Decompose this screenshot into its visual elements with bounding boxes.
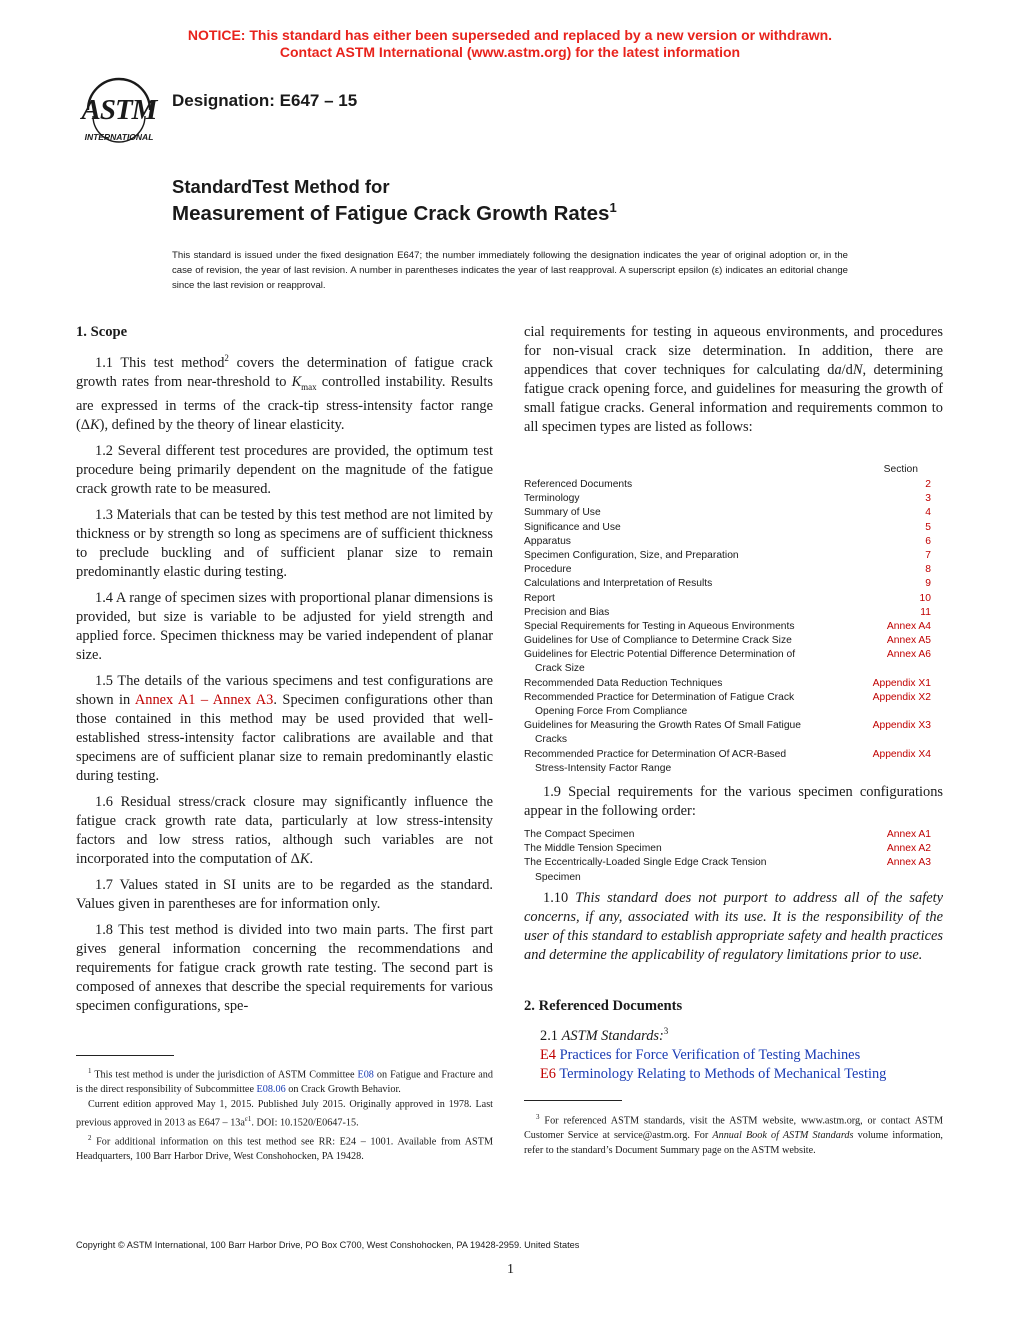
- toc-row-label: Precision and Bias: [524, 606, 610, 618]
- toc-row: [524, 563, 943, 577]
- notice-line-2: Contact ASTM International (www.astm.org) for the latest information: [279, 44, 741, 60]
- toc-row-label: Apparatus: [524, 535, 571, 547]
- scope-heading: 1. Scope: [76, 324, 128, 340]
- footnote-rule-right: [524, 1100, 622, 1101]
- toc-row-label: Specimen Configuration, Size, and Preparation: [524, 549, 739, 561]
- toc-row-label: Special Requirements for Testing in Aqueous Environments: [524, 620, 795, 632]
- section-header: Section: [883, 464, 918, 475]
- toc-row-ref-link[interactable]: Appendix X3: [872, 720, 931, 732]
- toc-row-label: Calculations and Interpretation of Results: [524, 578, 713, 590]
- toc-row-label: Guidelines for Use of Compliance to Determine Crack Size: [524, 635, 792, 647]
- toc-row-label: Procedure: [524, 564, 572, 576]
- para-1-2: 1.2 Several different test procedures are provided, the optimum test procedure being primarily dependent on the magnitude of the fatigue crack growth rate to be measured.: [76, 442, 493, 497]
- toc-row-ref-link[interactable]: Annex A5: [886, 635, 931, 647]
- footnote-1-edition: Current edition approved May 1, 2015. Published July 2015. Originally approved in 1978. Last previous approved in 2013 as $E647 - 13a^{\varepsilon 1}$. DOI: 10.1520/E0647-15.: [76, 1099, 493, 1129]
- footnote-3: $^3$ For referenced ASTM standards, visit the ASTM website, www.astm.org, or contact ASTM Customer Service at service@astm.org. For Annual Book of ASTM Standards volume information, refer to the standard’s Document Summary page on the ASTM website.: [524, 1113, 943, 1157]
- left-column: [76, 323, 493, 1016]
- refdocs-heading: 2. Referenced Documents: [524, 998, 683, 1014]
- toc-row-ref-link[interactable]: Appendix X2: [872, 691, 931, 703]
- footnote-1: $^1$ This test method is under the jurisdiction of ASTM Committee E08 on Fatigue and Fracture and is the direct responsibility of Subcommittee E08.06 on Crack Growth Behavior.: [76, 1067, 493, 1096]
- notice-line-1: NOTICE: This standard has either been superseded and replaced by a new version or withdrawn.: [187, 27, 833, 43]
- specimen-row-label: The Middle Tension Specimen: [524, 843, 662, 855]
- para-1-9: 1.9 Special requirements for the various specimen configurations appear in the following order:: [524, 784, 943, 819]
- toc-row-ref-link[interactable]: 2: [925, 479, 931, 490]
- toc-row-ref-link[interactable]: 8: [925, 564, 931, 576]
- toc-row: [524, 677, 943, 691]
- toc-row-label: Guidelines for Measuring the Growth Rates Of Small Fatigue Cracks: [524, 720, 801, 746]
- toc-row-ref-link[interactable]: 4: [925, 507, 931, 519]
- toc-row-label: Referenced Documents: [524, 479, 633, 490]
- toc-row-label: Recommended Practice for Determination Of ACR-Based Stress-Intensity Factor Range: [524, 748, 787, 774]
- specimen-row-ref-link[interactable]: Annex A2: [886, 843, 931, 855]
- toc-row-ref-link[interactable]: 10: [919, 592, 931, 604]
- toc-row: [524, 691, 943, 719]
- toc-row-label: Terminology: [524, 493, 580, 505]
- para-1-3: 1.3 Materials that can be tested by this test method are not limited by thickness or by strength so long as specimens are of sufficient thickness to preclude buckling and of sufficient planar size to remain predominantly elastic during testing.: [76, 506, 493, 580]
- toc-row-label: Recommended Practice for Determination of Fatigue Crack Opening Force From Compliance: [524, 691, 795, 718]
- designation: Designation: E647 – 15: [172, 91, 358, 110]
- title-line-1: StandardTest Method for: [172, 176, 390, 197]
- para-1-4: 1.4 A range of specimen sizes with proportional planar dimensions is provided, but size is variable to be adjusted for yield strength and applied force. Specimen thickness may be varied independent of planar size.: [76, 589, 493, 663]
- page-number: 1: [507, 1262, 514, 1277]
- toc-row: [524, 634, 943, 648]
- toc-row-ref-link[interactable]: 5: [925, 521, 931, 533]
- committee-link[interactable]: E08: [357, 1069, 374, 1081]
- toc-row-ref-link[interactable]: 7: [925, 549, 931, 561]
- toc-row-label: Guidelines for Electric Potential Difference Determination of Crack Size: [524, 649, 796, 675]
- toc-row-ref-link[interactable]: Annex A4: [886, 620, 931, 632]
- footnote-rule-left: [76, 1055, 174, 1056]
- toc-row-ref-link[interactable]: 3: [925, 493, 931, 505]
- right-column: [524, 323, 943, 437]
- section-table: [524, 463, 943, 776]
- title-footnote-mark: 1: [609, 200, 617, 215]
- specimen-row: [524, 856, 943, 884]
- referenced-documents: [524, 997, 943, 1084]
- toc-row: [524, 506, 943, 520]
- para-1-1: 1.1 This test method$^2$ covers the determination of fatigue crack growth rates from near-threshold to $K_{max}$ controlled instability. Results are expressed in terms of the crack-tip stress-intensity factor range (ΔK), defined by the theory of linear elasticity.: [76, 353, 493, 433]
- toc-row: [524, 521, 943, 535]
- toc-row-ref-link[interactable]: 9: [925, 578, 931, 590]
- para-1-6: 1.6 Residual stress/crack closure may significantly influence the fatigue crack growth rate data, particularly at low stress-intensity factors and low stress ratios, although such variables are not incorporated into the computation of ΔK.: [76, 793, 493, 867]
- toc-row-ref-link[interactable]: Appendix X4: [872, 748, 931, 760]
- toc-row-label: Significance and Use: [524, 521, 621, 533]
- para-1-8: 1.8 This test method is divided into two main parts. The first part gives general information concerning the recommendations and requirements for fatigue crack growth rate testing. The second part is composed of annexes that describe the special requirements for various specimen configurations, spe-: [76, 921, 493, 1014]
- specimen-table: [524, 828, 943, 885]
- para-1-5: 1.5 The details of the various specimens and test configurations are shown in Annex A1 – Annex A3. Specimen configurations other than those contained in this method may be used provided that well-established stress-intensity factor calibrations are available and that specimens are of sufficient planar size to remain predominantly elastic during testing.: [76, 672, 493, 784]
- specimen-row-label: The Compact Specimen: [524, 829, 635, 840]
- toc-row: [524, 592, 943, 606]
- toc-row-label: Summary of Use: [524, 507, 601, 519]
- toc-row: [524, 492, 943, 506]
- svg-text:INTERNATIONAL: INTERNATIONAL: [84, 132, 154, 142]
- subcommittee-link[interactable]: E08.06: [256, 1084, 286, 1096]
- title-line-2: [172, 200, 617, 226]
- toc-row-label: Recommended Data Reduction Techniques: [524, 677, 723, 689]
- toc-row: [524, 620, 943, 634]
- ref-item-e4[interactable]: E4 Practices for Force Verification of Testing Machines: [540, 1046, 861, 1063]
- specimen-row: [524, 828, 943, 842]
- specimen-row-ref-link[interactable]: Annex A1: [886, 829, 931, 840]
- copyright-footer: Copyright © ASTM International, 100 Barr Harbor Drive, PO Box C700, West Conshohocken, PA 19428-2959. United States: [76, 1240, 580, 1250]
- toc-row: [524, 606, 943, 620]
- title-text: Measurement of Fatigue Crack Growth Rates: [172, 201, 610, 225]
- toc-row: [524, 748, 943, 776]
- toc-row: [524, 549, 943, 563]
- svg-text:ASTM: ASTM: [81, 94, 157, 126]
- toc-row-ref-link[interactable]: Annex A6: [886, 649, 931, 661]
- toc-row-ref-link[interactable]: 11: [920, 606, 931, 618]
- toc-row: [524, 648, 943, 676]
- withdrawal-notice: [0, 27, 1020, 61]
- specimen-row-ref-link[interactable]: Annex A3: [886, 857, 931, 869]
- ref-item-e6[interactable]: E6 Terminology Relating to Methods of Mechanical Testing: [540, 1065, 887, 1082]
- toc-row: [524, 478, 943, 492]
- footnotes-left: [76, 1064, 493, 1164]
- toc-row-label: Report: [524, 592, 555, 604]
- toc-row-ref-link[interactable]: 6: [925, 535, 931, 547]
- toc-row: [524, 719, 943, 747]
- para-1-8-cont: cial requirements for testing in aqueous environments, and procedures for non-visual crack size determination. In addition, there are appendices that cover techniques for calculating da/dN, determining fatigue crack opening force, and guidelines for measuring the growth of small fatigue cracks. General information and requirements common to all specimen types are listed as follows:: [524, 324, 943, 435]
- annex-link[interactable]: Annex A1 – Annex A3: [134, 691, 274, 708]
- toc-row: [524, 577, 943, 591]
- footnote-2: $^2$ For additional information on this test method see RR: E24 – 1001. Available from ASTM Headquarters, 100 Barr Harbor Drive, West Conshohocken, PA 19428.: [76, 1133, 493, 1163]
- toc-row-ref-link[interactable]: Appendix X1: [872, 677, 931, 689]
- para-1-10: 1.10 This standard does not purport to address all of the safety concerns, if any, associated with its use. It is the responsibility of the user of this standard to establish appropriate safety and health practices and determine the applicability of regulatory limitations prior to use.: [524, 890, 943, 963]
- para-1-7: 1.7 Values stated in SI units are to be regarded as the standard. Values given in parentheses are for information only.: [76, 876, 493, 912]
- issuance-statement: This standard is issued under the fixed designation E647; the number immediately following the designation indicates the year of original adoption or, in the case of revision, the year of last revision. A number in parentheses indicates the year of last reapproval. A superscript epsilon (ε) indicates an editorial change since the last revision or reapproval.: [172, 250, 848, 291]
- toc-row: [524, 535, 943, 549]
- specimen-row: [524, 842, 943, 856]
- astm-standards-subheading: 2.1 ASTM Standards:$^3$: [540, 1026, 669, 1044]
- specimen-row-label: The Eccentrically-Loaded Single Edge Crack Tension Specimen: [524, 857, 767, 883]
- astm-logo-icon: [76, 76, 162, 146]
